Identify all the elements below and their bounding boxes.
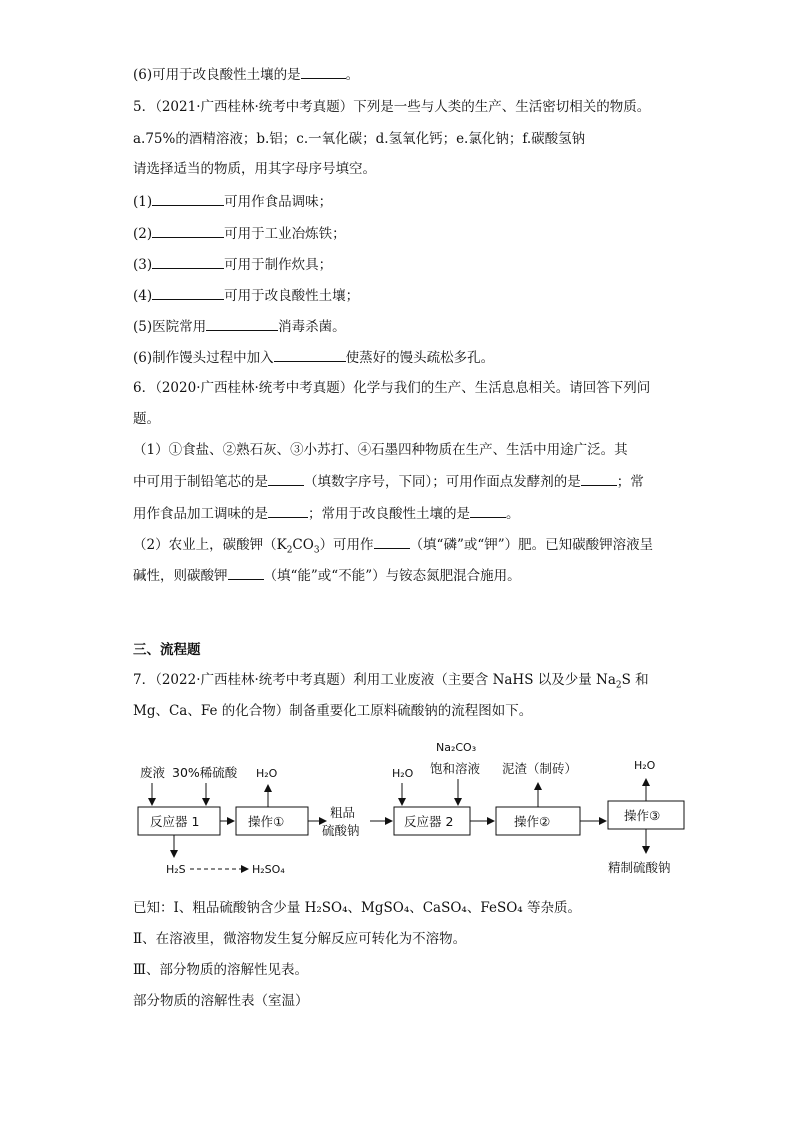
item-number: (3): [133, 257, 153, 273]
answer-blank[interactable]: [470, 503, 506, 518]
item-text: 使蒸好的馒头疏松多孔。: [345, 350, 495, 366]
label-refined: 精制硫酸钠: [608, 860, 671, 875]
label-crude-1: 粗品: [330, 805, 356, 820]
answer-blank[interactable]: [581, 471, 617, 486]
q6-part2-line1: （2）农业上，碳酸钾$(K_2CO_3)$可用作 （填“磷”或“钾”）肥。已知碳酸钾溶液呈: [133, 534, 653, 555]
label-sludge: 泥渣（制砖）: [502, 761, 578, 776]
item-text: 消毒杀菌。: [278, 319, 346, 335]
answer-blank[interactable]: [152, 285, 224, 300]
q7-known-1: 已知：Ⅰ、粗品硫酸钠含少量 H₂SO₄、MgSO₄、CaSO₄、FeSO₄ 等杂质。: [133, 900, 581, 916]
item-text: 中可用于制铅笔芯的是: [133, 474, 268, 490]
q5-instruction: 请选择适当的物质，用其字母序号填空。: [133, 161, 376, 177]
q6-stem: 6．（2020·广西桂林·统考中考真题）化学与我们的生产、生活息息相关。请回答下列问: [133, 380, 651, 396]
q4-item-6: [133, 64, 359, 85]
item-number: (1): [133, 194, 153, 210]
q5-item-3: [133, 254, 332, 275]
answer-blank[interactable]: [206, 316, 278, 331]
answer-blank[interactable]: [268, 471, 304, 486]
label-waste: 废液: [140, 765, 166, 780]
item-text: 。: [506, 506, 520, 522]
label-reactor2: 反应器 2: [404, 814, 454, 829]
item-text: 碱性，则碳酸钾: [133, 568, 228, 584]
answer-blank[interactable]: [152, 191, 224, 206]
q6-part2-line2: [133, 565, 521, 586]
label-op1: 操作①: [248, 814, 285, 829]
q6-part1: （1）①食盐、②熟石灰、③小苏打、④石墨四种物质在生产、生活中用途广泛。其: [133, 442, 628, 458]
answer-blank[interactable]: [374, 534, 410, 549]
answer-blank[interactable]: [268, 503, 308, 518]
item-text: 7．（2022·广西桂林·统考中考真题）利用工业废液（主要含 NaHS 以及少量 Na: [133, 672, 616, 688]
label-op2: 操作②: [514, 814, 551, 829]
item-text: ；常: [616, 474, 644, 490]
q6-part1-line3: [133, 503, 520, 524]
item-text: 用作食品加工调味的是: [133, 506, 268, 522]
q6-stem-cont: 题。: [133, 411, 160, 427]
q5-item-1: [133, 191, 332, 212]
item-text: 可用于工业冶炼铁；: [224, 226, 346, 242]
q4-item6-text: (6)可用于改良酸性土壤的是: [133, 67, 301, 83]
item-text: （填“磷”或“钾”）肥。已知碳酸钾溶液呈: [409, 537, 654, 553]
answer-blank[interactable]: [228, 565, 264, 580]
item-number: (4): [133, 288, 153, 304]
q5-stem: 5．（2021·广西桂林·统考中考真题）下列是一些与人类的生产、生活密切相关的物质。: [133, 99, 651, 115]
q7-known-3: Ⅲ、部分物质的溶解性见表。: [133, 962, 309, 978]
label-crude-2: 硫酸钠: [322, 823, 360, 838]
item-text: 可用于改良酸性土壤；: [224, 288, 360, 304]
item-text: (5)医院常用: [133, 319, 207, 335]
item-text: (6)制作馒头过程中加入: [133, 350, 274, 366]
q5-item-4: [133, 285, 359, 306]
q4-item6-end: 。: [345, 67, 360, 83]
q7-table-caption: 部分物质的溶解性表（室温）: [133, 993, 309, 1009]
item-text: ；常用于改良酸性土壤的是: [308, 506, 470, 522]
item-text: 可用于制作炊具；: [224, 257, 333, 273]
item-text: S 和: [621, 672, 649, 688]
q6-part1-line2: [133, 471, 644, 492]
label-h2o-2: H₂O: [392, 767, 414, 780]
item-number: (2): [133, 226, 153, 242]
label-h2o-1: H₂O: [256, 767, 278, 780]
answer-blank[interactable]: [274, 347, 346, 362]
answer-blank[interactable]: [152, 254, 224, 269]
q7-stem: 7．（2022·广西桂林·统考中考真题）利用工业废液（主要含 NaHS 以及少量 $Na_2S$ 和: [133, 672, 649, 691]
answer-blank[interactable]: [301, 64, 346, 79]
label-h2s: H₂S: [166, 863, 186, 876]
section-title: 三、流程题: [133, 642, 201, 658]
q5-options: a.75%的酒精溶液；b.铝；c.一氧化碳；d.氢氧化钙；e.氯化钠；f.碳酸氢钠: [133, 131, 586, 147]
q7-known-2: Ⅱ、在溶液里，微溶物发生复分解反应可转化为不溶物。: [133, 931, 467, 947]
label-op3: 操作③: [624, 808, 661, 823]
item-text: （填“能”或“不能”）与铵态氮肥混合施用。: [263, 568, 521, 584]
answer-blank[interactable]: [152, 223, 224, 238]
q5-item-6: [133, 347, 494, 368]
label-h2so4: H₂SO₄: [252, 863, 285, 876]
flow-diagram: [130, 735, 690, 880]
item-text: （2）农业上，碳酸钾（K: [133, 537, 287, 553]
label-reactor1: 反应器 1: [150, 814, 200, 829]
q5-item-5: [133, 316, 346, 337]
q7-stem-cont: Mg、Ca、Fe 的化合物）制备重要化工原料硫酸钠的流程图如下。: [133, 703, 533, 719]
label-saturated: 饱和溶液: [430, 761, 481, 776]
item-text: CO: [292, 537, 314, 553]
label-h2o-3: H₂O: [634, 759, 656, 772]
item-text: （填数字序号，下同）；可用作面点发酵剂的是: [304, 474, 581, 490]
item-text: ）可用作: [319, 537, 374, 553]
item-text: 可用作食品调味；: [224, 194, 333, 210]
q5-item-2: [133, 223, 346, 244]
label-acid: 30%稀硫酸: [172, 765, 238, 780]
label-na2co3: Na₂CO₃: [436, 741, 477, 754]
